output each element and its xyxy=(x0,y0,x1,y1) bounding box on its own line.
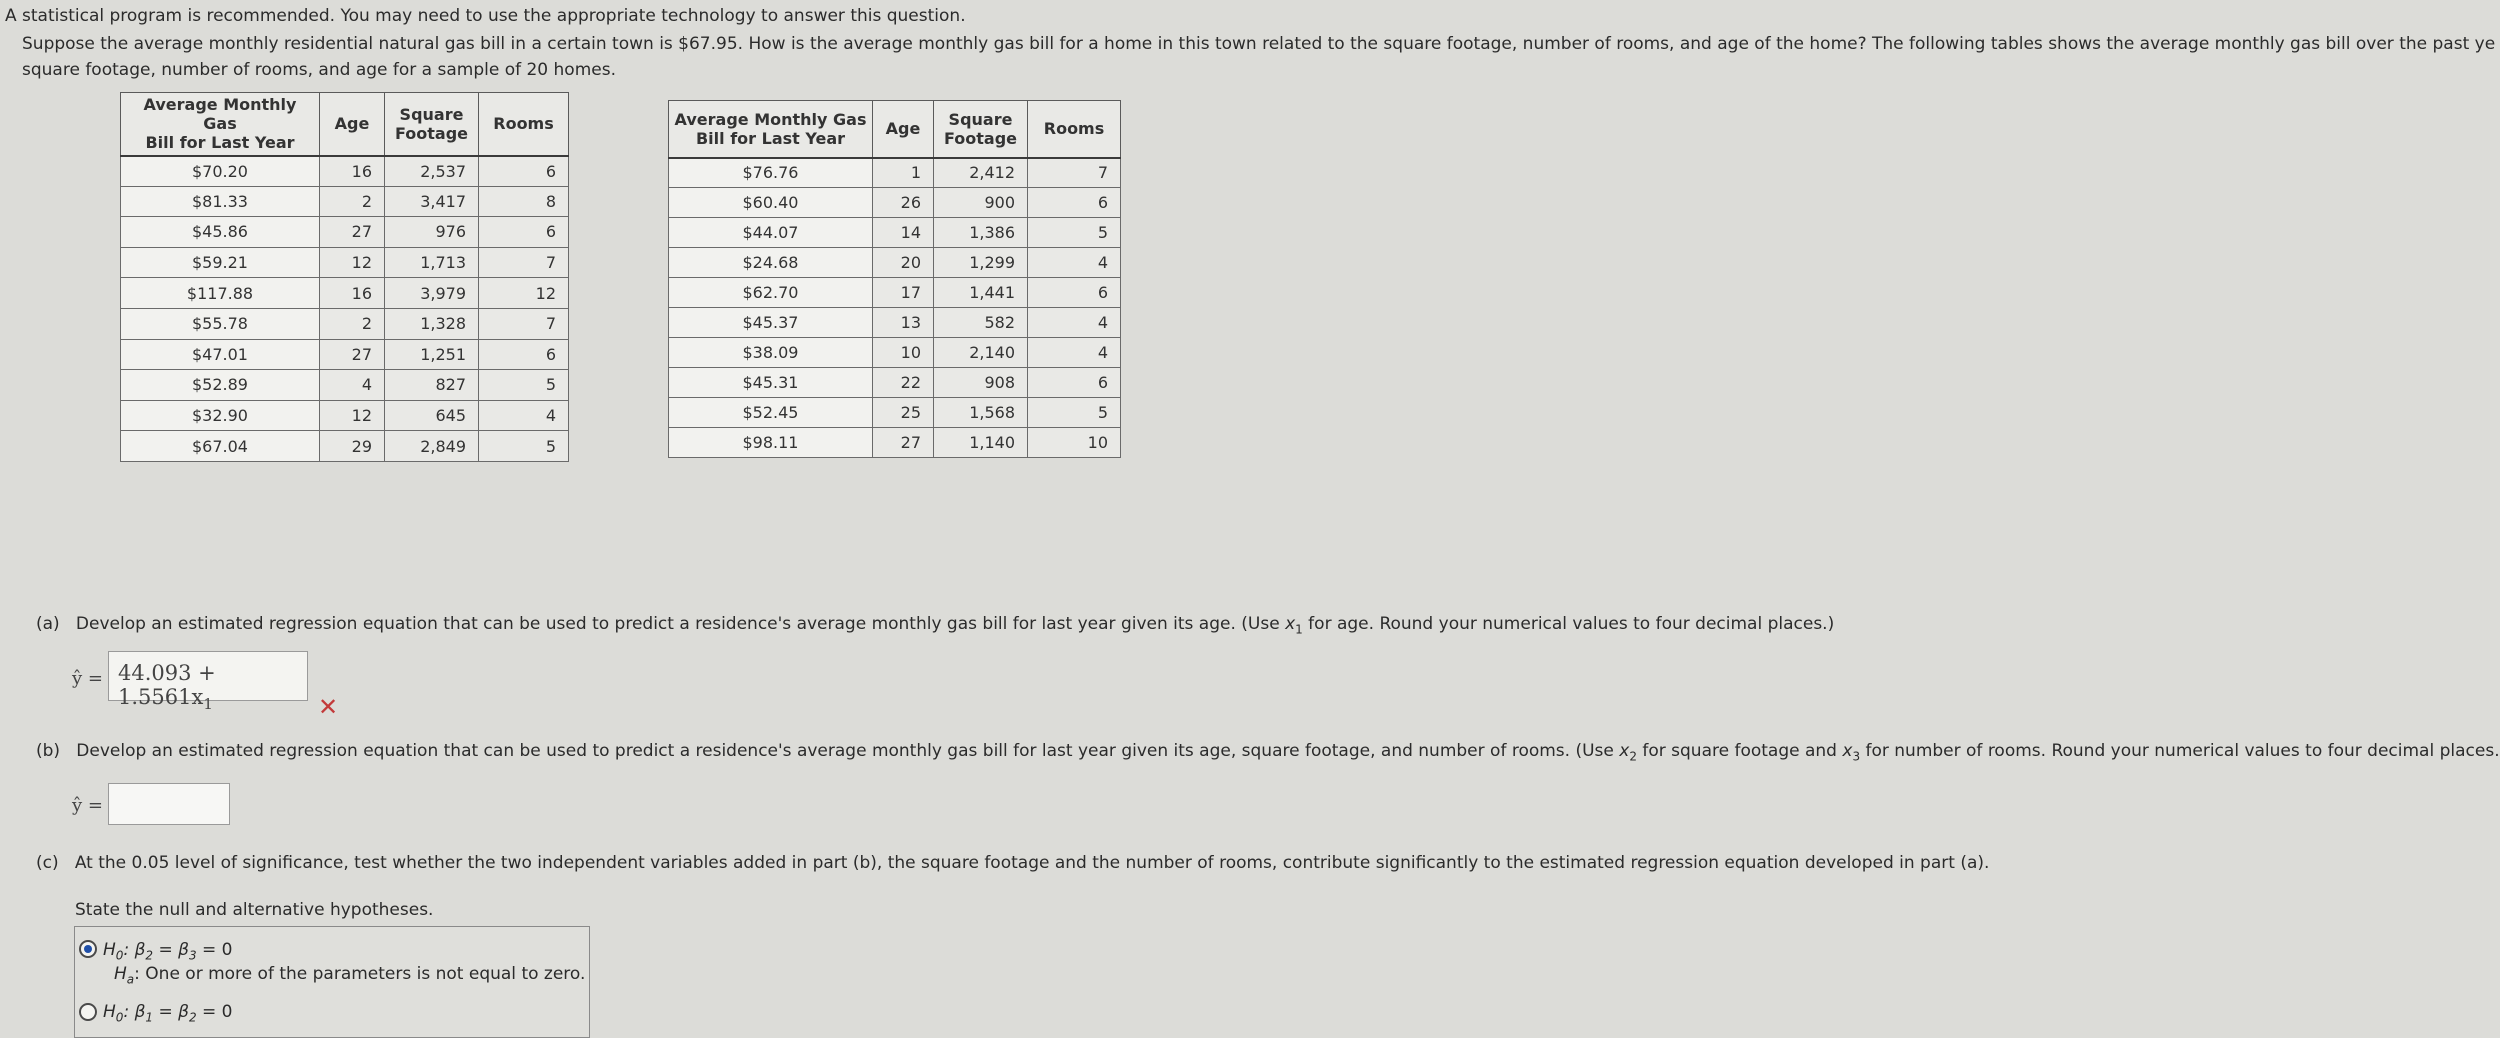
col-header-rooms: Rooms xyxy=(1028,101,1121,158)
table-row xyxy=(669,248,1121,278)
cell-bill: $45.31 xyxy=(669,368,873,398)
col-header-age: Age xyxy=(873,101,934,158)
hypothesis-option-2-h0[interactable] xyxy=(103,1002,232,1024)
cell-sqft: 1,386 xyxy=(934,218,1028,248)
table-row xyxy=(669,368,1121,398)
part-b-var2: x xyxy=(1619,741,1630,761)
table-row xyxy=(121,247,569,278)
cell-bill: $76.76 xyxy=(669,158,873,188)
beta-sub-a: 1 xyxy=(145,1010,154,1025)
h0-sub: 0 xyxy=(115,948,124,963)
part-a-answer-text xyxy=(118,661,307,713)
cell-sqft: 3,417 xyxy=(385,186,479,217)
part-c-label: (c) xyxy=(36,853,59,873)
table-row xyxy=(669,338,1121,368)
part-a-answer-field[interactable] xyxy=(108,651,308,714)
part-a-question xyxy=(36,614,1834,636)
part-a-var-sub: 1 xyxy=(1295,622,1303,637)
part-a-answer-main: 44.093 + 1.5561x xyxy=(118,661,216,709)
table-row xyxy=(669,398,1121,428)
h0-sub: 0 xyxy=(115,1010,124,1025)
col-header-rooms: Rooms xyxy=(479,93,569,156)
cell-bill: $67.04 xyxy=(121,431,320,462)
table-row xyxy=(669,158,1121,188)
cell-rooms: 4 xyxy=(479,400,569,431)
part-b-var3: x xyxy=(1842,741,1853,761)
part-b-text-before: Develop an estimated regression equation that can be used to predict a residence's average monthly gas bill for last year given its age, square footage, and number of rooms. (Use xyxy=(76,741,1620,761)
data-table-left xyxy=(120,92,569,462)
cell-bill: $117.88 xyxy=(121,278,320,309)
part-b-text-mid: for square footage and xyxy=(1636,741,1843,761)
table-row xyxy=(121,431,569,462)
cell-age: 1 xyxy=(873,158,934,188)
table-row xyxy=(669,308,1121,338)
cell-rooms: 7 xyxy=(479,247,569,278)
h0-end: = 0 xyxy=(196,940,233,960)
part-a-yhat-label: ŷ = xyxy=(72,668,103,689)
table-row xyxy=(669,428,1121,458)
h0-end: = 0 xyxy=(196,1002,233,1022)
cell-rooms: 10 xyxy=(1028,428,1121,458)
part-a-text-after: for age. Round your numerical values to four decimal places.) xyxy=(1302,614,1835,634)
col-header-sqft xyxy=(385,93,479,156)
table-row xyxy=(669,218,1121,248)
col-header-bill-line1: Average Monthly Gas xyxy=(143,95,297,134)
cell-sqft: 2,140 xyxy=(934,338,1028,368)
cell-sqft: 645 xyxy=(385,400,479,431)
part-b-text-after: for number of rooms. Round your numerical values to four decimal places. xyxy=(1860,741,2500,761)
beta-sub-a: 2 xyxy=(145,948,154,963)
intro-text-line1: Suppose the average monthly residential natural gas bill in a certain town is $67.95. How is the average monthly gas bill for a home in this town related to the square footage, number of rooms, and age of the home? The following tables shows the average monthly gas bill over the past ye xyxy=(22,34,2496,54)
cell-sqft: 2,537 xyxy=(385,156,479,187)
cell-rooms: 12 xyxy=(479,278,569,309)
cell-bill: $70.20 xyxy=(121,156,320,187)
cell-bill: $55.78 xyxy=(121,308,320,339)
cell-rooms: 4 xyxy=(1028,308,1121,338)
cell-sqft: 1,568 xyxy=(934,398,1028,428)
col-header-sqft-line2: Footage xyxy=(943,128,1017,148)
cell-age: 17 xyxy=(873,278,934,308)
part-b-yhat-label: ŷ = xyxy=(72,795,103,816)
h0-mid: = β xyxy=(153,940,189,960)
cell-age: 13 xyxy=(873,308,934,338)
h0-body: : β xyxy=(123,1002,146,1022)
cell-sqft: 3,979 xyxy=(385,278,479,309)
cell-bill: $47.01 xyxy=(121,339,320,370)
cell-age: 12 xyxy=(320,247,385,278)
cell-bill: $52.45 xyxy=(669,398,873,428)
part-c-prompt: State the null and alternative hypotheses. xyxy=(75,900,434,920)
cell-sqft: 908 xyxy=(934,368,1028,398)
cell-age: 4 xyxy=(320,370,385,401)
cell-sqft: 1,713 xyxy=(385,247,479,278)
col-header-sqft-line1: Square xyxy=(399,104,464,124)
data-table-right xyxy=(668,100,1121,458)
col-header-sqft xyxy=(934,101,1028,158)
part-b-label: (b) xyxy=(36,741,61,761)
part-b-var3-sub: 3 xyxy=(1852,749,1861,764)
cell-age: 27 xyxy=(320,339,385,370)
col-header-bill xyxy=(669,101,873,158)
cell-age: 10 xyxy=(873,338,934,368)
part-a-answer-sub: 1 xyxy=(203,695,213,714)
cell-rooms: 6 xyxy=(1028,278,1121,308)
part-c-text: At the 0.05 level of significance, test whether the two independent variables added in part (b), the square footage and the number of rooms, contribute significantly to the estimated regression equation developed in part (a). xyxy=(74,853,1990,873)
part-b-answer-field[interactable] xyxy=(108,783,230,825)
cell-age: 12 xyxy=(320,400,385,431)
cell-age: 27 xyxy=(320,217,385,248)
part-b-question xyxy=(36,741,2500,763)
cell-rooms: 6 xyxy=(479,339,569,370)
cell-age: 22 xyxy=(873,368,934,398)
cell-sqft: 1,328 xyxy=(385,308,479,339)
cell-age: 14 xyxy=(873,218,934,248)
cell-bill: $32.90 xyxy=(121,400,320,431)
cell-sqft: 827 xyxy=(385,370,479,401)
cell-bill: $81.33 xyxy=(121,186,320,217)
table-row xyxy=(121,308,569,339)
cell-rooms: 8 xyxy=(479,186,569,217)
cell-sqft: 1,441 xyxy=(934,278,1028,308)
table-row xyxy=(669,188,1121,218)
table-row xyxy=(121,186,569,217)
cell-rooms: 6 xyxy=(1028,368,1121,398)
cell-age: 16 xyxy=(320,156,385,187)
cell-bill: $62.70 xyxy=(669,278,873,308)
part-b-var2-sub: 2 xyxy=(1629,749,1637,764)
cell-sqft: 1,299 xyxy=(934,248,1028,278)
table-row xyxy=(121,278,569,309)
cell-age: 29 xyxy=(320,431,385,462)
cell-age: 26 xyxy=(873,188,934,218)
table-row xyxy=(121,217,569,248)
h0-symbol: H xyxy=(103,940,116,960)
cell-sqft: 900 xyxy=(934,188,1028,218)
h0-mid: = β xyxy=(153,1002,189,1022)
beta-sub-b: 2 xyxy=(188,1010,197,1025)
cell-rooms: 5 xyxy=(479,431,569,462)
cell-age: 2 xyxy=(320,308,385,339)
cell-rooms: 5 xyxy=(1028,218,1121,248)
cell-rooms: 6 xyxy=(1028,188,1121,218)
cell-bill: $60.40 xyxy=(669,188,873,218)
col-header-bill-line2: Bill for Last Year xyxy=(145,133,295,153)
cell-age: 16 xyxy=(320,278,385,309)
hypothesis-option-1-radio[interactable] xyxy=(79,940,97,958)
cell-sqft: 1,140 xyxy=(934,428,1028,458)
table-row xyxy=(121,339,569,370)
hypothesis-option-2-radio[interactable] xyxy=(79,1003,97,1021)
col-header-sqft-line1: Square xyxy=(948,109,1013,129)
col-header-age: Age xyxy=(320,93,385,156)
cell-bill: $98.11 xyxy=(669,428,873,458)
cell-rooms: 7 xyxy=(1028,158,1121,188)
cell-age: 2 xyxy=(320,186,385,217)
cell-bill: $24.68 xyxy=(669,248,873,278)
cell-rooms: 5 xyxy=(1028,398,1121,428)
cell-rooms: 6 xyxy=(479,217,569,248)
ha-symbol: H xyxy=(114,964,127,984)
table-row xyxy=(669,278,1121,308)
cell-bill: $45.37 xyxy=(669,308,873,338)
cell-bill: $45.86 xyxy=(121,217,320,248)
cell-rooms: 4 xyxy=(1028,338,1121,368)
hypothesis-option-1-ha xyxy=(114,964,585,986)
h0-body: : β xyxy=(123,940,146,960)
beta-sub-b: 3 xyxy=(188,948,197,963)
cell-sqft: 976 xyxy=(385,217,479,248)
cell-rooms: 6 xyxy=(479,156,569,187)
table-row xyxy=(121,370,569,401)
part-a-label: (a) xyxy=(36,614,60,634)
col-header-bill-line1: Average Monthly Gas xyxy=(674,109,867,129)
h0-symbol: H xyxy=(103,1002,116,1022)
header-note: A statistical program is recommended. You may need to use the appropriate technology to answer this question. xyxy=(5,6,966,26)
cell-bill: $59.21 xyxy=(121,247,320,278)
cell-rooms: 4 xyxy=(1028,248,1121,278)
cell-bill: $52.89 xyxy=(121,370,320,401)
cell-sqft: 582 xyxy=(934,308,1028,338)
ha-sub: a xyxy=(126,972,135,987)
cell-rooms: 5 xyxy=(479,370,569,401)
incorrect-x-icon: ✕ xyxy=(318,693,339,721)
intro-text-line2: square footage, number of rooms, and age for a sample of 20 homes. xyxy=(22,60,616,80)
table-row xyxy=(121,156,569,187)
col-header-bill-line2: Bill for Last Year xyxy=(695,128,846,148)
cell-sqft: 2,849 xyxy=(385,431,479,462)
cell-age: 20 xyxy=(873,248,934,278)
cell-age: 25 xyxy=(873,398,934,428)
col-header-bill xyxy=(121,93,320,156)
part-c-question xyxy=(36,853,1989,873)
cell-sqft: 1,251 xyxy=(385,339,479,370)
table-row xyxy=(121,400,569,431)
part-a-text-before: Develop an estimated regression equation that can be used to predict a residence's average monthly gas bill for last year given its age. (Use xyxy=(75,614,1286,634)
cell-bill: $38.09 xyxy=(669,338,873,368)
cell-sqft: 2,412 xyxy=(934,158,1028,188)
ha-body: : One or more of the parameters is not equal to zero. xyxy=(134,964,586,984)
hypothesis-option-1-h0[interactable] xyxy=(103,940,232,962)
part-a-var: x xyxy=(1285,614,1296,634)
cell-age: 27 xyxy=(873,428,934,458)
col-header-sqft-line2: Footage xyxy=(394,123,468,143)
cell-bill: $44.07 xyxy=(669,218,873,248)
cell-rooms: 7 xyxy=(479,308,569,339)
